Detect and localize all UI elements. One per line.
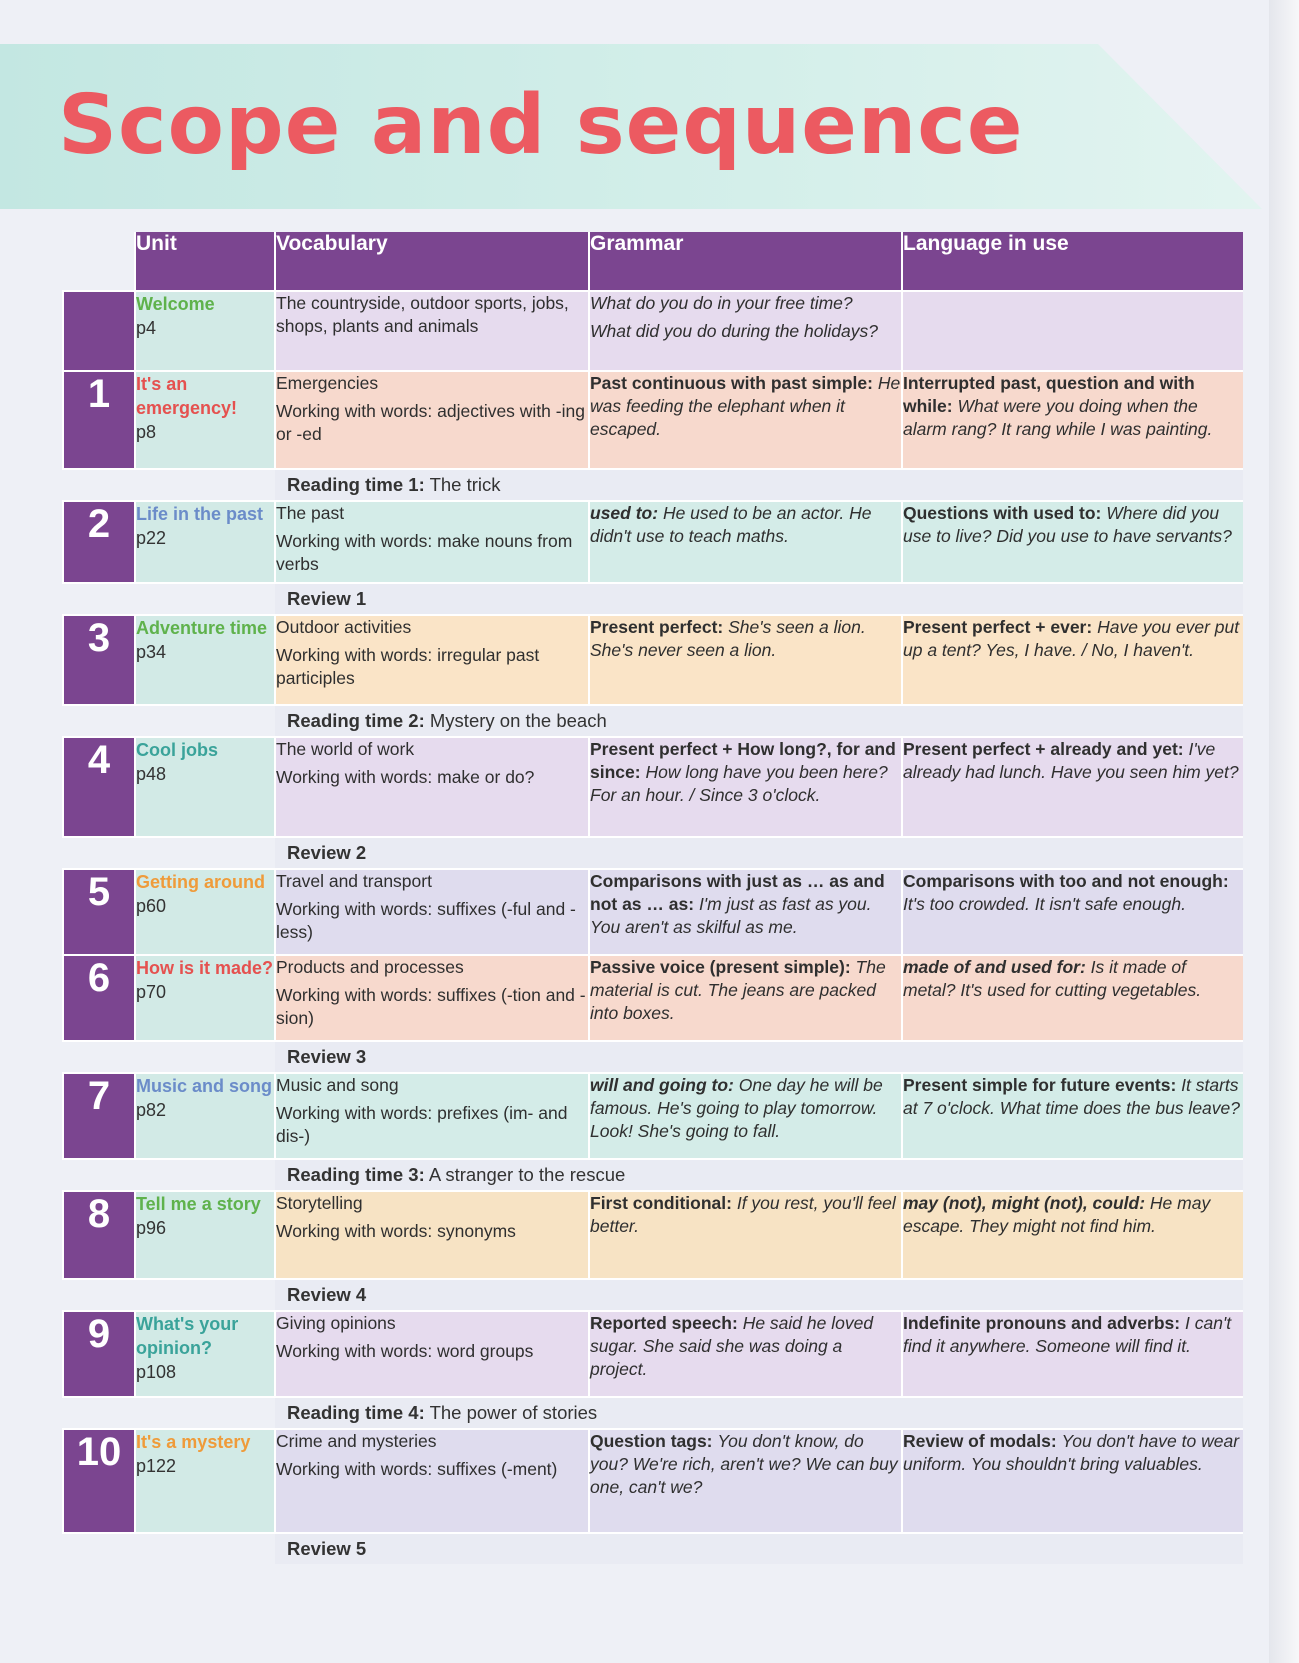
vocab-item: Storytelling xyxy=(276,1193,363,1213)
vocabulary-cell xyxy=(275,291,589,371)
vocabulary-cell xyxy=(275,1191,589,1279)
language-example: Where did you use to live? Did you use to have servants? xyxy=(903,503,1232,546)
language-cell xyxy=(902,869,1243,955)
grammar-cell xyxy=(589,371,902,469)
separator-label xyxy=(275,1159,1243,1191)
separator-bold: Reading time 1: xyxy=(287,474,425,495)
language-structure: Comparisons with too and not enough: xyxy=(903,871,1229,891)
unit-name: It's a mystery xyxy=(136,1432,251,1452)
unit-number xyxy=(63,291,135,371)
unit-cell xyxy=(135,737,275,837)
grammar-example: He was feeding the elephant when it escaped. xyxy=(590,373,901,439)
vocabulary-cell xyxy=(275,1073,589,1159)
grammar-structure: used to: xyxy=(590,503,659,523)
unit-name: How is it made? xyxy=(136,958,274,978)
header-language: Language in use xyxy=(902,232,1243,291)
separator-bold: Review 4 xyxy=(287,1284,367,1305)
language-example: Is it made of metal? It's used for cutting vegetables. xyxy=(903,957,1202,1000)
unit-row-7 xyxy=(63,1073,1243,1159)
grammar-structure: First conditional: xyxy=(590,1193,732,1213)
unit-page: p22 xyxy=(136,528,167,548)
language-structure: Interrupted past, question and with while: xyxy=(903,373,1195,416)
grammar-structure: Passive voice (present simple): xyxy=(590,957,851,977)
grammar-cell xyxy=(589,615,902,705)
grammar-cell xyxy=(589,1311,902,1397)
separator-label xyxy=(275,469,1243,501)
unit-number: 9 xyxy=(63,1311,135,1397)
page-title: Scope and sequence xyxy=(58,78,1024,173)
grammar-example: He used to be an actor. He didn't use to teach maths. xyxy=(590,503,872,546)
unit-name: Getting around xyxy=(136,872,265,892)
vocab-item: Working with words: synonyms xyxy=(276,1221,516,1241)
page-edge xyxy=(1269,0,1299,1663)
unit-page: p70 xyxy=(136,982,167,1002)
separator-bold: Reading time 2: xyxy=(287,710,425,731)
language-cell xyxy=(902,737,1243,837)
language-cell xyxy=(902,1191,1243,1279)
vocab-item: The countryside, outdoor sports, jobs, shops, plants and animals xyxy=(276,293,569,336)
separator-text: The power of stories xyxy=(429,1402,598,1423)
unit-name: Tell me a story xyxy=(136,1194,261,1214)
language-cell xyxy=(902,1429,1243,1533)
grammar-example: One day he will be famous. He's going to play tomorrow. Look! She's going to fall. xyxy=(590,1075,883,1141)
separator-bold: Review 3 xyxy=(287,1046,367,1067)
unit-row-9 xyxy=(63,1311,1243,1397)
unit-number: 1 xyxy=(63,371,135,469)
separator-text: A stranger to the rescue xyxy=(428,1164,626,1185)
vocab-item: The world of work xyxy=(276,739,415,759)
grammar-cell xyxy=(589,501,902,583)
vocab-item: Working with words: irregular past participles xyxy=(276,645,540,688)
unit-name: Welcome xyxy=(136,294,215,314)
vocab-item: Working with words: adjectives with -ing or -ed xyxy=(276,401,585,444)
vocabulary-cell xyxy=(275,615,589,705)
vocab-item: The past xyxy=(276,503,345,523)
vocabulary-cell xyxy=(275,1311,589,1397)
language-example: He may escape. They might not find him. xyxy=(903,1193,1211,1236)
unit-name: What's your opinion? xyxy=(136,1314,239,1358)
language-structure: Review of modals: xyxy=(903,1431,1057,1451)
grammar-item: What did you do during the holidays? xyxy=(590,321,878,341)
unit-cell xyxy=(135,371,275,469)
unit-number: 8 xyxy=(63,1191,135,1279)
grammar-structure: will and going to: xyxy=(590,1075,734,1095)
unit-row-1 xyxy=(63,371,1243,469)
unit-page: p34 xyxy=(136,642,167,662)
language-structure: Present perfect + already and yet: xyxy=(903,739,1184,759)
separator-row xyxy=(63,583,1243,615)
scope-table xyxy=(62,232,1243,1564)
grammar-cell xyxy=(589,291,902,371)
grammar-structure: Reported speech: xyxy=(590,1313,738,1333)
vocab-item: Working with words: suffixes (-ment) xyxy=(276,1459,558,1479)
separator-bold: Review 5 xyxy=(287,1538,367,1559)
header-grammar: Grammar xyxy=(589,232,902,291)
header-row xyxy=(63,232,1243,291)
unit-page: p96 xyxy=(136,1218,167,1238)
vocab-item: Travel and transport xyxy=(276,871,432,891)
language-cell xyxy=(902,291,1243,371)
unit-cell xyxy=(135,1311,275,1397)
separator-label xyxy=(275,837,1243,869)
grammar-example: You don't know, do you? We're rich, aren't we? We can buy one, can't we? xyxy=(590,1431,898,1497)
vocabulary-cell xyxy=(275,955,589,1041)
language-example: You don't have to wear uniform. You shouldn't bring valuables. xyxy=(903,1431,1240,1474)
unit-page: p4 xyxy=(136,318,157,338)
separator-bold: Reading time 4: xyxy=(287,1402,425,1423)
separator-row xyxy=(63,1041,1243,1073)
grammar-item: What do you do in your free time? xyxy=(590,293,853,313)
unit-name: It's an emergency! xyxy=(136,374,238,418)
language-structure: Present perfect + ever: xyxy=(903,617,1093,637)
separator-bold: Review 1 xyxy=(287,588,367,609)
language-cell xyxy=(902,1311,1243,1397)
grammar-structure: Comparisons with just as … as and not as … as: xyxy=(590,871,885,914)
separator-row xyxy=(63,1397,1243,1429)
language-example: I've already had lunch. Have you seen him yet? xyxy=(903,739,1239,782)
separator-bold: Review 2 xyxy=(287,842,367,863)
language-cell xyxy=(902,371,1243,469)
unit-name: Life in the past xyxy=(136,504,264,524)
unit-page: p8 xyxy=(136,422,157,442)
vocabulary-cell xyxy=(275,737,589,837)
vocab-item: Emergencies xyxy=(276,373,379,393)
vocab-item: Crime and mysteries xyxy=(276,1431,437,1451)
language-structure: made of and used for: xyxy=(903,957,1086,977)
unit-page: p122 xyxy=(136,1456,177,1476)
unit-row-4 xyxy=(63,737,1243,837)
unit-name: Adventure time xyxy=(136,618,268,638)
header-vocabulary: Vocabulary xyxy=(275,232,589,291)
unit-row-8 xyxy=(63,1191,1243,1279)
grammar-structure: Question tags: xyxy=(590,1431,713,1451)
vocab-item: Working with words: make or do? xyxy=(276,767,535,787)
separator-label xyxy=(275,1279,1243,1311)
language-cell xyxy=(902,501,1243,583)
unit-cell xyxy=(135,869,275,955)
language-example: I can't find it anywhere. Someone will find it. xyxy=(903,1313,1232,1356)
separator-text: Mystery on the beach xyxy=(429,710,607,731)
separator-row xyxy=(63,837,1243,869)
grammar-example: The material is cut. The jeans are packed into boxes. xyxy=(590,957,886,1023)
header-unit: Unit xyxy=(135,232,275,291)
unit-row-6 xyxy=(63,955,1243,1041)
unit-cell xyxy=(135,1191,275,1279)
vocab-item: Working with words: make nouns from verbs xyxy=(276,531,573,574)
unit-number: 2 xyxy=(63,501,135,583)
grammar-structure: Present perfect + How long?, for and since: xyxy=(590,739,896,782)
unit-row-3 xyxy=(63,615,1243,705)
grammar-example: How long have you been here? For an hour. / Since 3 o'clock. xyxy=(590,762,888,805)
unit-cell xyxy=(135,1429,275,1533)
separator-label xyxy=(275,1533,1243,1564)
unit-number: 10 xyxy=(63,1429,135,1533)
unit-number: 4 xyxy=(63,737,135,837)
unit-number: 6 xyxy=(63,955,135,1041)
language-cell xyxy=(902,1073,1243,1159)
vocab-item: Working with words: suffixes (-tion and -sion) xyxy=(276,985,586,1028)
unit-row-10 xyxy=(63,1429,1243,1533)
language-cell xyxy=(902,955,1243,1041)
grammar-example: If you rest, you'll feel better. xyxy=(590,1193,896,1236)
unit-page: p48 xyxy=(136,764,167,784)
language-example: What were you doing when the alarm rang? It rang while I was painting. xyxy=(903,396,1213,439)
grammar-example: He said he loved sugar. She said she was doing a project. xyxy=(590,1313,874,1379)
unit-cell xyxy=(135,615,275,705)
vocabulary-cell xyxy=(275,869,589,955)
separator-row xyxy=(63,705,1243,737)
separator-row xyxy=(63,1279,1243,1311)
language-structure: Indefinite pronouns and adverbs: xyxy=(903,1313,1181,1333)
separator-label xyxy=(275,583,1243,615)
unit-page: p82 xyxy=(136,1100,167,1120)
separator-label xyxy=(275,705,1243,737)
language-cell xyxy=(902,615,1243,705)
language-structure: Present simple for future events: xyxy=(903,1075,1177,1095)
unit-row-2 xyxy=(63,501,1243,583)
separator-label xyxy=(275,1041,1243,1073)
separator-row xyxy=(63,1159,1243,1191)
vocabulary-cell xyxy=(275,371,589,469)
unit-name: Cool jobs xyxy=(136,740,218,760)
grammar-structure: Past continuous with past simple: xyxy=(590,373,873,393)
grammar-cell xyxy=(589,737,902,837)
grammar-example: I'm just as fast as you. You aren't as skilful as me. xyxy=(590,894,872,937)
vocab-item: Working with words: prefixes (im- and dis-) xyxy=(276,1103,568,1146)
unit-name: Music and song xyxy=(136,1076,273,1096)
language-example: It's too crowded. It isn't safe enough. xyxy=(903,894,1186,914)
grammar-cell xyxy=(589,869,902,955)
separator-text: The trick xyxy=(429,474,501,495)
unit-cell xyxy=(135,1073,275,1159)
unit-cell xyxy=(135,501,275,583)
unit-row-5 xyxy=(63,869,1243,955)
separator-row xyxy=(63,469,1243,501)
separator-label xyxy=(275,1397,1243,1429)
language-structure: may (not), might (not), could: xyxy=(903,1193,1146,1213)
vocab-item: Music and song xyxy=(276,1075,399,1095)
unit-page: p60 xyxy=(136,896,167,916)
grammar-structure: Present perfect: xyxy=(590,617,724,637)
vocabulary-cell xyxy=(275,501,589,583)
unit-cell xyxy=(135,955,275,1041)
language-example: It starts at 7 o'clock. What time does the bus leave? xyxy=(903,1075,1240,1118)
separator-bold: Reading time 3: xyxy=(287,1164,425,1185)
language-structure: Questions with used to: xyxy=(903,503,1102,523)
vocab-item: Working with words: suffixes (-ful and -less) xyxy=(276,899,576,942)
vocab-item: Outdoor activities xyxy=(276,617,412,637)
vocab-item: Products and processes xyxy=(276,957,464,977)
vocab-item: Working with words: word groups xyxy=(276,1341,534,1361)
unit-number: 5 xyxy=(63,869,135,955)
unit-cell xyxy=(135,291,275,371)
unit-page: p108 xyxy=(136,1362,177,1382)
grammar-cell xyxy=(589,955,902,1041)
grammar-cell xyxy=(589,1073,902,1159)
grammar-cell xyxy=(589,1191,902,1279)
unit-row-welcome xyxy=(63,291,1243,371)
vocabulary-cell xyxy=(275,1429,589,1533)
language-example: Have you ever put up a tent? Yes, I have. / No, I haven't. xyxy=(903,617,1240,660)
grammar-cell xyxy=(589,1429,902,1533)
unit-number: 3 xyxy=(63,615,135,705)
grammar-example: She's seen a lion. She's never seen a lion. xyxy=(590,617,866,660)
header-blank xyxy=(63,232,135,291)
separator-row xyxy=(63,1533,1243,1564)
vocab-item: Giving opinions xyxy=(276,1313,396,1333)
unit-number: 7 xyxy=(63,1073,135,1159)
